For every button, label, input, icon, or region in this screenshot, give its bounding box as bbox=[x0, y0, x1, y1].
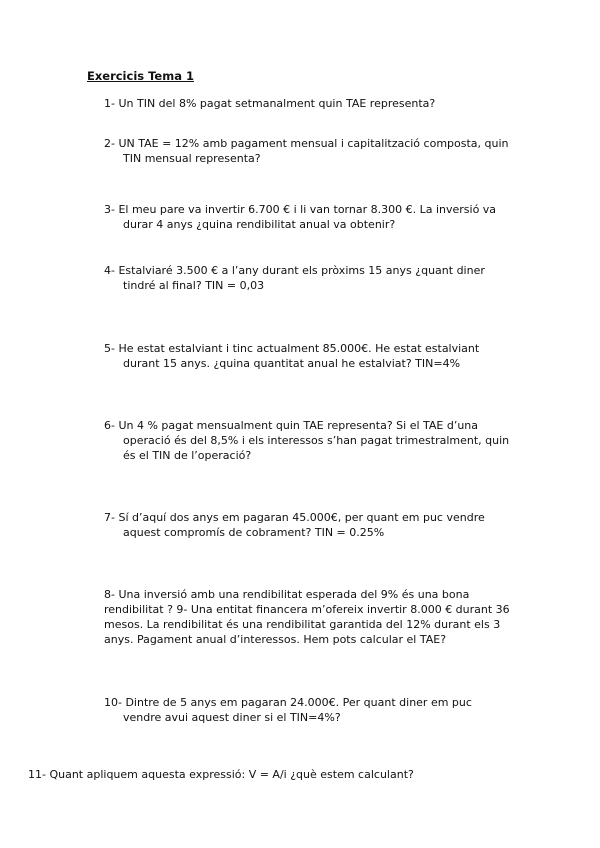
exercise-line: 4- Estalviaré 3.500 € a l’any durant els pròxims 15 anys ¿quant diner bbox=[104, 264, 485, 277]
exercise-line: durar 4 anys ¿quina rendibilitat anual va obtenir? bbox=[123, 218, 396, 231]
exercise-3 bbox=[104, 202, 496, 232]
exercise-line: 1- Un TIN del 8% pagat setmanalment quin TAE representa? bbox=[104, 97, 436, 110]
exercise-11 bbox=[28, 767, 414, 782]
exercise-line: 2- UN TAE = 12% amb pagament mensual i capitalització composta, quin bbox=[104, 137, 509, 150]
exercise-line: 8- Una inversió amb una rendibilitat esperada del 9% és una bona bbox=[104, 588, 470, 601]
exercise-line: 3- El meu pare va invertir 6.700 € i li van tornar 8.300 €. La inversió va bbox=[104, 203, 497, 216]
exercise-line: durant 15 anys. ¿quina quantitat anual he estalviat? TIN=4% bbox=[123, 357, 461, 370]
exercise-line: tindré al final? TIN = 0,03 bbox=[123, 279, 265, 292]
exercise-line: aquest compromís de cobrament? TIN = 0.25% bbox=[123, 526, 385, 539]
exercise-line: mesos. La rendibilitat és una rendibilitat garantida del 12% durant els 3 bbox=[104, 618, 501, 631]
exercise-line: 7- Sí d’aquí dos anys em pagaran 45.000€, per quant em puc vendre bbox=[104, 511, 485, 524]
exercise-line: operació és del 8,5% i els interessos s’han pagat trimestralment, quin bbox=[123, 434, 510, 447]
exercise-line: vendre avui aquest diner si el TIN=4%? bbox=[123, 711, 341, 724]
exercise-7 bbox=[104, 510, 485, 540]
exercise-10 bbox=[104, 695, 472, 725]
exercise-line: TIN mensual representa? bbox=[123, 152, 261, 165]
exercise-2 bbox=[104, 136, 509, 166]
exercise-1 bbox=[104, 96, 435, 111]
exercise-6 bbox=[104, 418, 509, 463]
exercise-line: anys. Pagament anual d’interessos. Hem pots calcular el TAE? bbox=[104, 633, 447, 646]
exercise-line: rendibilitat ? 9- Una entitat financera m’ofereix invertir 8.000 € durant 36 bbox=[104, 603, 510, 616]
exercise-line: 5- He estat estalviant i tinc actualment 85.000€. He estat estalviant bbox=[104, 342, 480, 355]
exercise-4 bbox=[104, 263, 485, 293]
exercise-5 bbox=[104, 341, 479, 371]
exercise-8-9 bbox=[104, 587, 510, 647]
exercise-line: 10- Dintre de 5 anys em pagaran 24.000€. Per quant diner em puc bbox=[104, 696, 472, 709]
exercise-line: 11- Quant apliquem aquesta expressió: V = A/i ¿què estem calculant? bbox=[28, 768, 414, 781]
page-title: Exercicis Tema 1 bbox=[87, 69, 194, 83]
exercise-line: és el TIN de l’operació? bbox=[123, 449, 252, 462]
exercise-line: 6- Un 4 % pagat mensualment quin TAE representa? Si el TAE d’una bbox=[104, 419, 479, 432]
